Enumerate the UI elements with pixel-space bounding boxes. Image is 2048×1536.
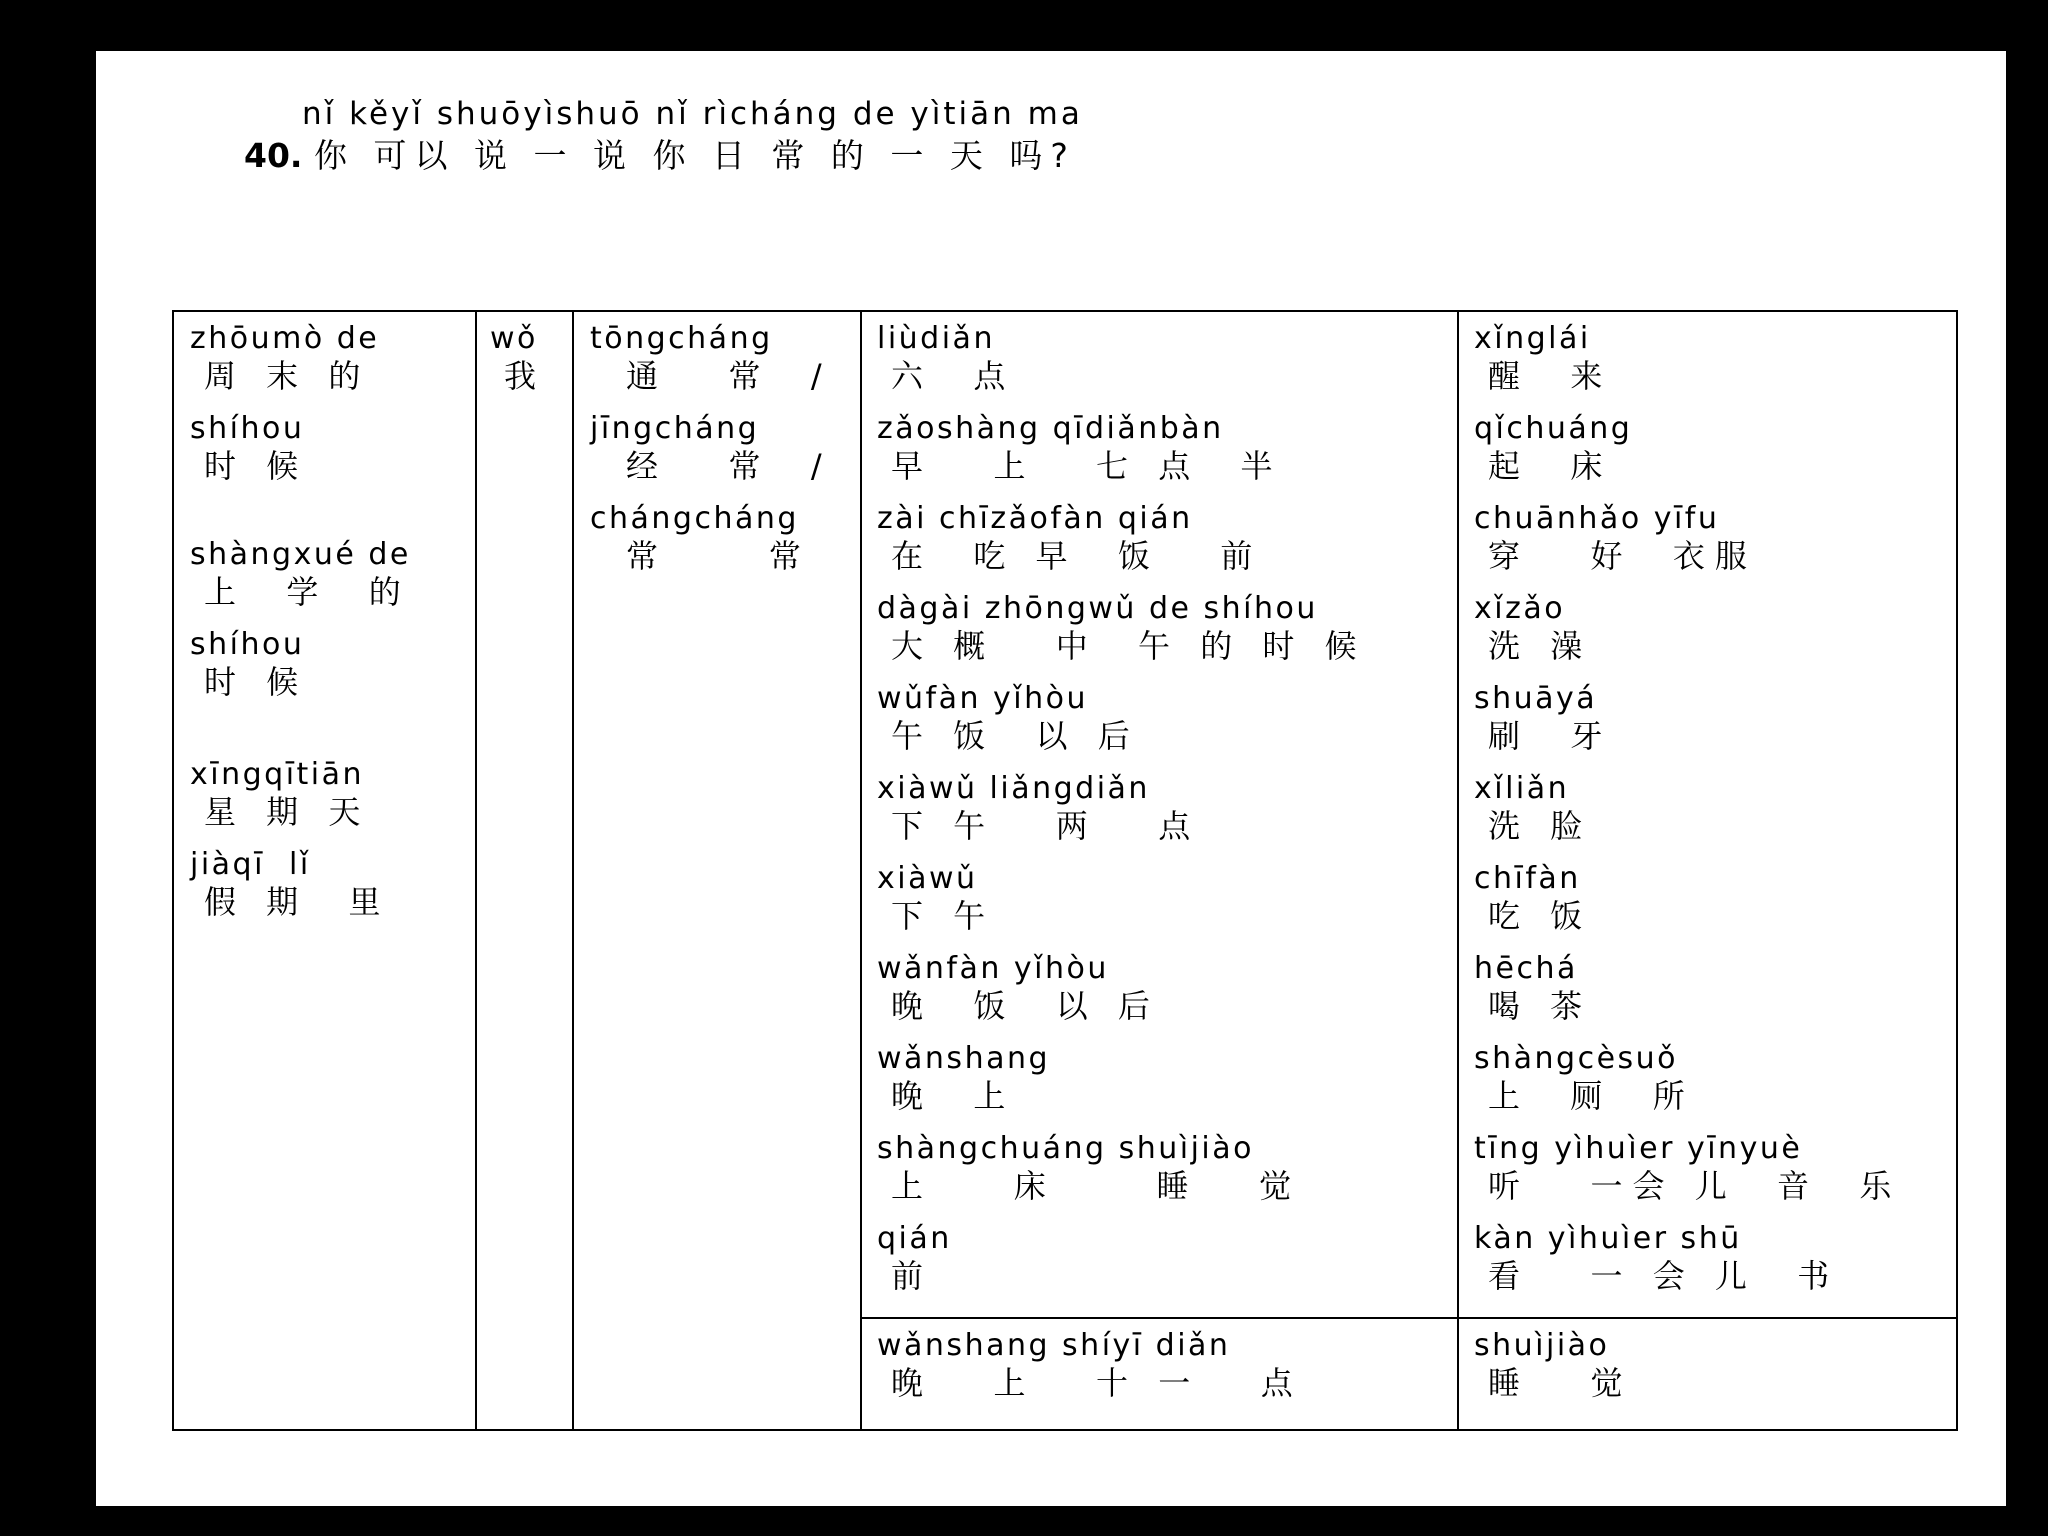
cell-entry bbox=[877, 862, 1452, 936]
pinyin-text: wǎnshang shíyī diǎn bbox=[877, 1328, 1231, 1363]
hanzi-text: 周 末 的 bbox=[204, 357, 371, 395]
cell-entry bbox=[190, 538, 470, 612]
pinyin-text: wǒ bbox=[490, 321, 538, 356]
hanzi-text: 在 吃 早 饭 前 bbox=[891, 537, 1263, 575]
pinyin-text: tīng yìhuìer yīnyuè bbox=[1474, 1131, 1803, 1166]
question-text: 你 可以 说 一 说 你 日 常 的 一 天 吗? bbox=[314, 136, 1076, 175]
cell-entry bbox=[190, 758, 470, 832]
hanzi-text: 上 厕 所 bbox=[1488, 1077, 1695, 1115]
column-when bbox=[190, 321, 470, 921]
pinyin-text: xiàwǔ bbox=[877, 861, 978, 896]
pinyin-text: dàgài zhōngwǔ de shíhou bbox=[877, 591, 1318, 626]
pinyin-text: liùdiǎn bbox=[877, 321, 995, 356]
hanzi-text: 穿 好 衣服 bbox=[1488, 537, 1757, 575]
cell-entry bbox=[1474, 502, 1954, 576]
pinyin-text: wǎnfàn yǐhòu bbox=[877, 951, 1109, 986]
hanzi-text: 洗 澡 bbox=[1488, 627, 1593, 665]
cell-entry bbox=[877, 592, 1452, 666]
hanzi-text: 下 午 两 点 bbox=[891, 807, 1201, 845]
pinyin-text: shàngcèsuǒ bbox=[1474, 1041, 1679, 1076]
question-pinyin: nǐ kěyǐ shuōyìshuō nǐ rìcháng de yìtiān ma bbox=[302, 96, 1083, 132]
hanzi-text: 早 上 七 点 半 bbox=[891, 447, 1283, 485]
cell-entry bbox=[1474, 592, 1954, 666]
cell-entry bbox=[190, 412, 470, 486]
column-frequency bbox=[590, 321, 860, 575]
hanzi-text: 吃 饭 bbox=[1488, 897, 1593, 935]
hanzi-text: 午 饭 以 后 bbox=[891, 717, 1140, 755]
column-subject bbox=[490, 322, 570, 396]
hanzi-text: 大 概 中 午 的 时 候 bbox=[891, 627, 1367, 665]
pinyin-text: chuānhǎo yīfu bbox=[1474, 501, 1720, 536]
pinyin-text: xǐnglái bbox=[1474, 321, 1591, 356]
cell-entry bbox=[877, 1222, 1452, 1296]
cell-entry bbox=[877, 322, 1452, 396]
question-number: 40. bbox=[244, 136, 303, 175]
hanzi-text: 时 候 bbox=[204, 663, 309, 701]
hanzi-text: 下 午 bbox=[891, 897, 996, 935]
hanzi-text: 通 常 / bbox=[626, 357, 832, 395]
hanzi-text: 上 床 睡 觉 bbox=[891, 1167, 1302, 1205]
cell-entry bbox=[590, 502, 860, 576]
hanzi-text: 起 床 bbox=[1488, 447, 1613, 485]
pinyin-text: shàngchuáng shuìjiào bbox=[877, 1131, 1254, 1166]
hanzi-text: 晚 饭 以 后 bbox=[891, 987, 1160, 1025]
pinyin-text: zhōumò de bbox=[190, 321, 380, 356]
cell-entry bbox=[190, 848, 470, 922]
bottom-time-cell bbox=[877, 1329, 1452, 1403]
pinyin-text: tōngcháng bbox=[590, 321, 773, 356]
pinyin-text: shíhou bbox=[190, 411, 305, 446]
cell-entry bbox=[877, 952, 1452, 1026]
hanzi-text: 睡 觉 bbox=[1488, 1364, 1633, 1402]
cell-entry bbox=[1474, 412, 1954, 486]
cell-entry bbox=[877, 1042, 1452, 1116]
column-time bbox=[877, 321, 1452, 1295]
cell-entry bbox=[877, 412, 1452, 486]
cell-entry bbox=[590, 322, 860, 396]
hanzi-text: 看 一 会 儿 书 bbox=[1488, 1257, 1840, 1295]
pinyin-text: zài chīzǎofàn qián bbox=[877, 501, 1193, 536]
cell-entry bbox=[1474, 862, 1954, 936]
pinyin-text: kàn yìhuìer shū bbox=[1474, 1221, 1742, 1256]
question-line bbox=[244, 130, 1076, 177]
hanzi-text: 晚 上 bbox=[891, 1077, 1016, 1115]
pinyin-text: xīngqītiān bbox=[190, 757, 365, 792]
pinyin-text: chīfàn bbox=[1474, 861, 1581, 896]
hanzi-text: 我 bbox=[504, 357, 547, 395]
pinyin-text: shuāyá bbox=[1474, 681, 1598, 716]
pinyin-text: jiàqī lǐ bbox=[190, 847, 311, 882]
cell-entry bbox=[877, 772, 1452, 846]
cell-entry bbox=[590, 412, 860, 486]
cell-entry bbox=[490, 322, 570, 396]
pinyin-text: qián bbox=[877, 1221, 952, 1256]
hanzi-text: 洗 脸 bbox=[1488, 807, 1593, 845]
pinyin-text: xiàwǔ liǎngdiǎn bbox=[877, 771, 1150, 806]
hanzi-text: 星 期 天 bbox=[204, 793, 371, 831]
cell-entry bbox=[1474, 682, 1954, 756]
hanzi-text: 上 学 的 bbox=[204, 573, 411, 611]
cell-entry bbox=[877, 1132, 1452, 1206]
cell-entry bbox=[190, 322, 470, 396]
pinyin-text: zǎoshàng qīdiǎnbàn bbox=[877, 411, 1224, 446]
hanzi-text: 听 一会 儿 音 乐 bbox=[1488, 1167, 1902, 1205]
column-activity bbox=[1474, 321, 1954, 1295]
cell-entry bbox=[1474, 1222, 1954, 1296]
hanzi-text: 喝 茶 bbox=[1488, 987, 1593, 1025]
hanzi-text: 时 候 bbox=[204, 447, 309, 485]
pinyin-text: shuìjiào bbox=[1474, 1328, 1610, 1363]
hanzi-text: 假 期 里 bbox=[204, 883, 391, 921]
cell-entry bbox=[877, 502, 1452, 576]
cell-entry bbox=[190, 628, 470, 702]
pinyin-text: qǐchuáng bbox=[1474, 411, 1633, 446]
pinyin-text: shàngxué de bbox=[190, 537, 411, 572]
cell-entry bbox=[1474, 952, 1954, 1026]
pinyin-text: wǔfàn yǐhòu bbox=[877, 681, 1089, 716]
pinyin-text: xǐzǎo bbox=[1474, 591, 1566, 626]
cell-entry bbox=[1474, 322, 1954, 396]
hanzi-text: 刷 牙 bbox=[1488, 717, 1613, 755]
cell-entry bbox=[877, 682, 1452, 756]
pinyin-text: xǐliǎn bbox=[1474, 771, 1570, 806]
pinyin-text: jīngcháng bbox=[590, 411, 760, 446]
hanzi-text: 经 常 / bbox=[626, 447, 832, 485]
pinyin-text: shíhou bbox=[190, 627, 305, 662]
hanzi-text: 六 点 bbox=[891, 357, 1016, 395]
cell-entry bbox=[1474, 772, 1954, 846]
hanzi-text: 前 bbox=[891, 1257, 934, 1295]
hanzi-text: 晚 上 十 一 点 bbox=[891, 1364, 1303, 1402]
bottom-activity-cell bbox=[1474, 1329, 1954, 1403]
cell-entry bbox=[1474, 1132, 1954, 1206]
pinyin-text: chángcháng bbox=[590, 501, 799, 536]
pinyin-text: hēchá bbox=[1474, 951, 1578, 986]
hanzi-text: 常 常 bbox=[626, 537, 811, 575]
pinyin-text: wǎnshang bbox=[877, 1041, 1051, 1076]
cell-entry bbox=[1474, 1042, 1954, 1116]
hanzi-text: 醒 来 bbox=[1488, 357, 1613, 395]
